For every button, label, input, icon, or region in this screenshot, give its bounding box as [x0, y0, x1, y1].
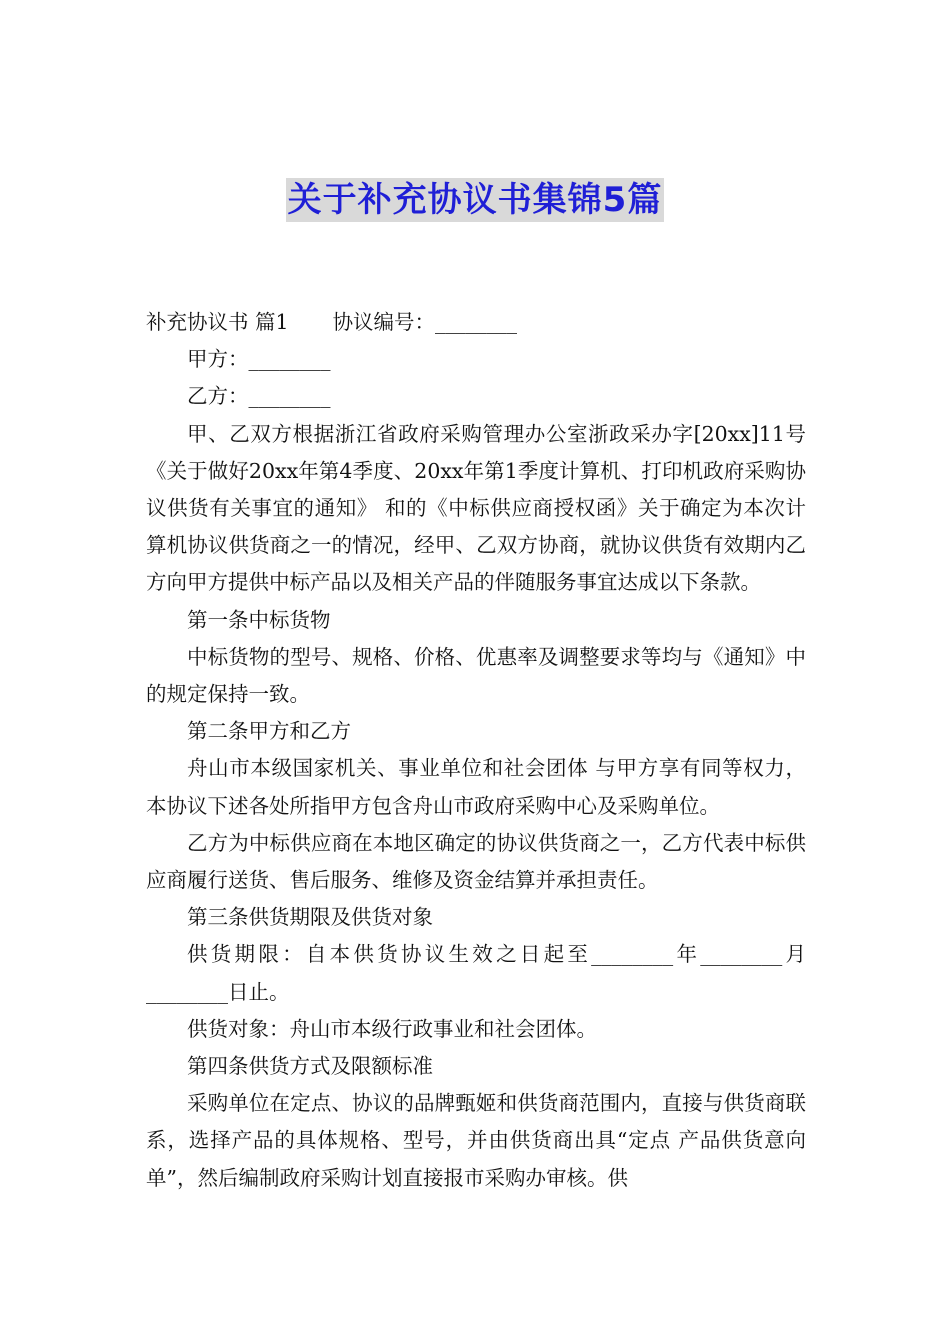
- party-a-line: 甲方：________: [187, 347, 331, 372]
- paragraph: 供货对象：舟山市本级行政事业和社会团体。: [187, 1016, 597, 1041]
- article-heading: 第一条中标货物: [187, 607, 331, 632]
- title-container: [0, 178, 950, 222]
- article-heading: 第四条供货方式及限额标准: [187, 1054, 433, 1079]
- article-heading: 第二条甲方和乙方: [187, 719, 351, 744]
- section-label: 补充协议书 篇1: [146, 310, 289, 334]
- paragraph: 甲、乙双方根据浙江省政府采购管理办公室浙政采办字[20xx]11号《关于做好20xx年第4季度、20xx年第1季度计算机、打印机政府采购协议供货有关事宜的通知》 和的《中标供应商授权函》关于确定为本次计算机协议供货商之一的情况，经甲、乙双方协商，就协议供货有效期内乙方向甲方提供中标产品以及相关产品的伴随服务事宜达成以下条款。: [146, 421, 806, 595]
- section-heading-line: [146, 304, 806, 341]
- article-heading: 第三条供货期限及供货对象: [187, 905, 433, 930]
- document-body: [146, 304, 806, 1197]
- document-title: 关于补充协议书集锦5篇: [287, 180, 663, 220]
- agreement-number: 协议编号：________: [332, 310, 518, 334]
- paragraph: 采购单位在定点、协议的品牌甄姬和供货商范围内，直接与供货商联系，选择产品的具体规格、型号，并由供货商出具“定点 产品供货意向单”，然后编制政府采购计划直接报市采购办审核。供: [146, 1091, 806, 1190]
- paragraph: 舟山市本级国家机关、事业单位和社会团体 与甲方享有同等权力，本协议下述各处所指甲方包含舟山市政府采购中心及采购单位。: [146, 756, 806, 818]
- paragraph: 供货期限：自本供货协议生效之日起至________年________月________日止。: [146, 942, 806, 1004]
- paragraph: 乙方为中标供应商在本地区确定的协议供货商之一，乙方代表中标供应商履行送货、售后服务、维修及资金结算并承担责任。: [146, 830, 806, 893]
- paragraph: 中标货物的型号、规格、价格、优惠率及调整要求等均与《通知》中的规定保持一致。: [146, 644, 806, 707]
- party-b-line: 乙方：________: [187, 384, 331, 409]
